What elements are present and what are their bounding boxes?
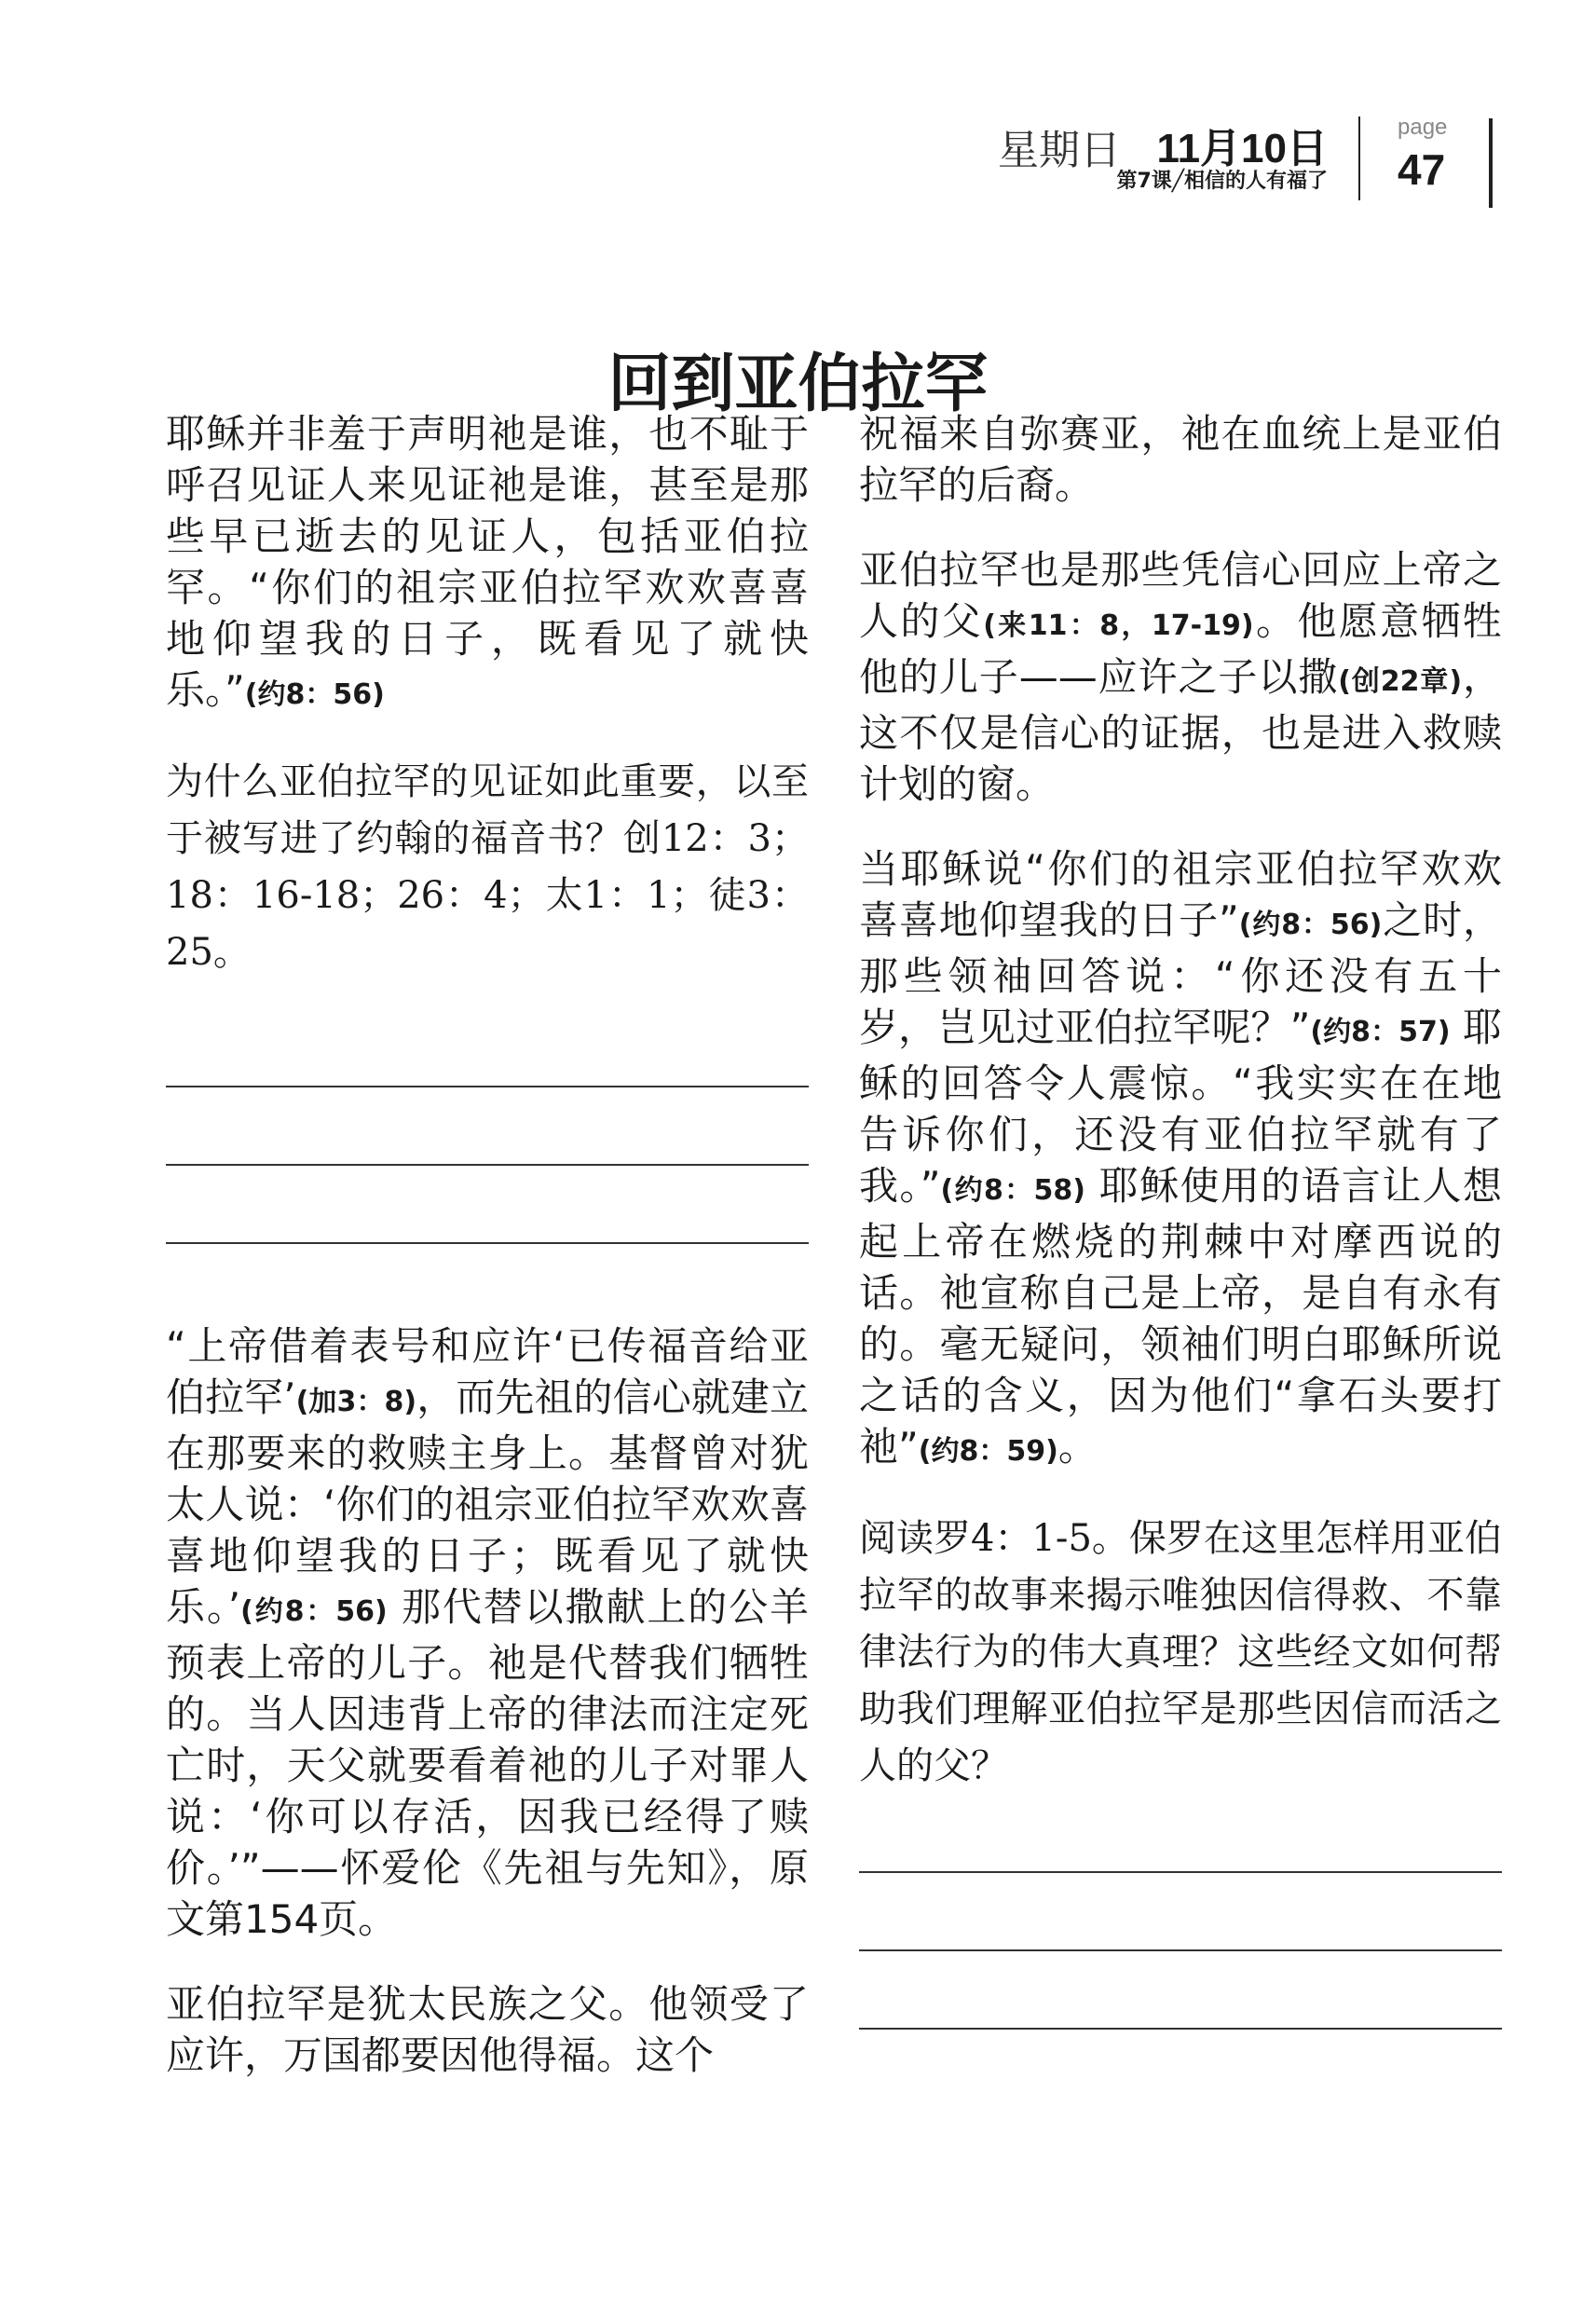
page-number: 47 xyxy=(1398,145,1446,194)
right-p2-text: ，这不仅是信心的证据，也是进入救赎计划的窗。 xyxy=(859,654,1502,807)
left-column xyxy=(166,408,809,2114)
header-lesson: 第7课╱相信的人有福了 xyxy=(1116,170,1328,193)
page-title: 回到亚伯拉罕 xyxy=(607,346,989,421)
left-p2-text: “上帝借着表号和应许‘已传福音给亚伯拉罕’ xyxy=(166,1323,809,1420)
left-paragraph-2 xyxy=(166,1320,809,1945)
right-p3-text: 。 xyxy=(1057,1424,1098,1470)
study-question-1: 为什么亚伯拉罕的见证如此重要，以至于被写进了约翰的福音书？创12：3；18：16-18；26：4；太1：1；徒3：25。 xyxy=(166,760,809,974)
right-p2-text: 。他愿意牺牲他的儿子——应许之子以撒 xyxy=(859,598,1502,700)
scripture-ref: (约8：56) xyxy=(1238,909,1383,941)
right-p3-text: 耶稣使用的语言让人想起上帝在燃烧的荆棘中对摩西说的话。祂宣称自己是上帝，是自有永有的。毫无疑问，领袖们明白耶稣所说之话的含义，因为他们“拿石头要打祂” xyxy=(859,1163,1503,1470)
scripture-ref: (约8：57) xyxy=(1310,1016,1451,1048)
page-header xyxy=(0,107,1596,219)
scripture-ref: (创22章) xyxy=(1338,665,1463,698)
right-p3-text: 当耶稣说“你们的祖宗亚伯拉罕欢欢喜喜地仰望我的日子” xyxy=(859,846,1502,943)
answer-line[interactable] xyxy=(166,1086,809,1087)
right-paragraph-2 xyxy=(859,544,1502,810)
answer-line[interactable] xyxy=(859,1871,1502,1873)
left-p1-text: 耶稣并非羞于声明祂是谁，也不耻于呼召见证人来见证祂是谁，甚至是那些早已逝去的见证人，包括亚伯拉罕。“你们的祖宗亚伯拉罕欢欢喜喜地仰望我的日子，既看见了就快乐。” xyxy=(166,411,809,713)
scripture-ref: (约8：56) xyxy=(240,1595,388,1628)
answer-lines-1[interactable] xyxy=(166,1086,809,1244)
left-p2-text: 那代替以撒献上的公羊预表上帝的儿子。祂是代替我们牺牲的。当人因违背上帝的律法而注定死亡时，天父就要看着祂的儿子对罪人说：‘你可以存活，因我已经得了赎价。’”——怀爱伦《先祖与先知》，原文第154页。 xyxy=(166,1584,809,1942)
header-date: 11月10日 xyxy=(1156,126,1328,171)
answer-line[interactable] xyxy=(166,1164,809,1166)
scripture-ref: (约8：59) xyxy=(918,1435,1058,1468)
right-p3-text: 耶稣的回答令人震惊。“我实实在在地告诉你们，还没有亚伯拉罕就有了我。” xyxy=(859,1005,1503,1209)
scripture-ref: (来11：8，17-19) xyxy=(983,609,1254,642)
right-p2-text: 亚伯拉罕也是那些凭信心回应上帝之人的父 xyxy=(859,547,1502,644)
right-paragraph-1: 祝福来自弥赛亚，祂在血统上是亚伯拉罕的后裔。 xyxy=(859,411,1502,508)
header-day: 星期日 xyxy=(998,127,1121,174)
answer-line[interactable] xyxy=(859,1949,1502,1951)
answer-line[interactable] xyxy=(166,1242,809,1244)
scripture-ref: (约8：56) xyxy=(244,678,385,711)
header-edge-rule xyxy=(1489,118,1493,208)
study-question-2: 阅读罗4：1-5。保罗在这里怎样用亚伯拉罕的故事来揭示唯独因信得救、不靠律法行为的伟大真理？这些经文如何帮助我们理解亚伯拉罕是那些因信而活之人的父？ xyxy=(859,1517,1502,1787)
left-p2-text: ，而先祖的信心就建立在那要来的救赎主身上。基督曾对犹太人说：‘你们的祖宗亚伯拉罕欢欢喜喜地仰望我的日子；既看见了就快乐。’ xyxy=(166,1374,809,1630)
right-p3-text: 之时，那些领袖回答说：“你还没有五十岁，岂见过亚伯拉罕呢？” xyxy=(859,897,1502,1050)
left-paragraph-1 xyxy=(166,408,809,720)
scripture-ref: (加3：8) xyxy=(295,1386,417,1418)
left-paragraph-3: 亚伯拉罕是犹太民族之父。他领受了应许，万国都要因他得福。这个 xyxy=(166,1981,809,2078)
page-label: page xyxy=(1398,115,1448,140)
right-column xyxy=(859,408,1502,2106)
answer-lines-2[interactable] xyxy=(859,1871,1502,2030)
right-paragraph-3 xyxy=(859,843,1502,1477)
scripture-ref: (约8：58) xyxy=(940,1174,1086,1207)
answer-line[interactable] xyxy=(859,2028,1502,2030)
header-divider xyxy=(1358,116,1360,200)
